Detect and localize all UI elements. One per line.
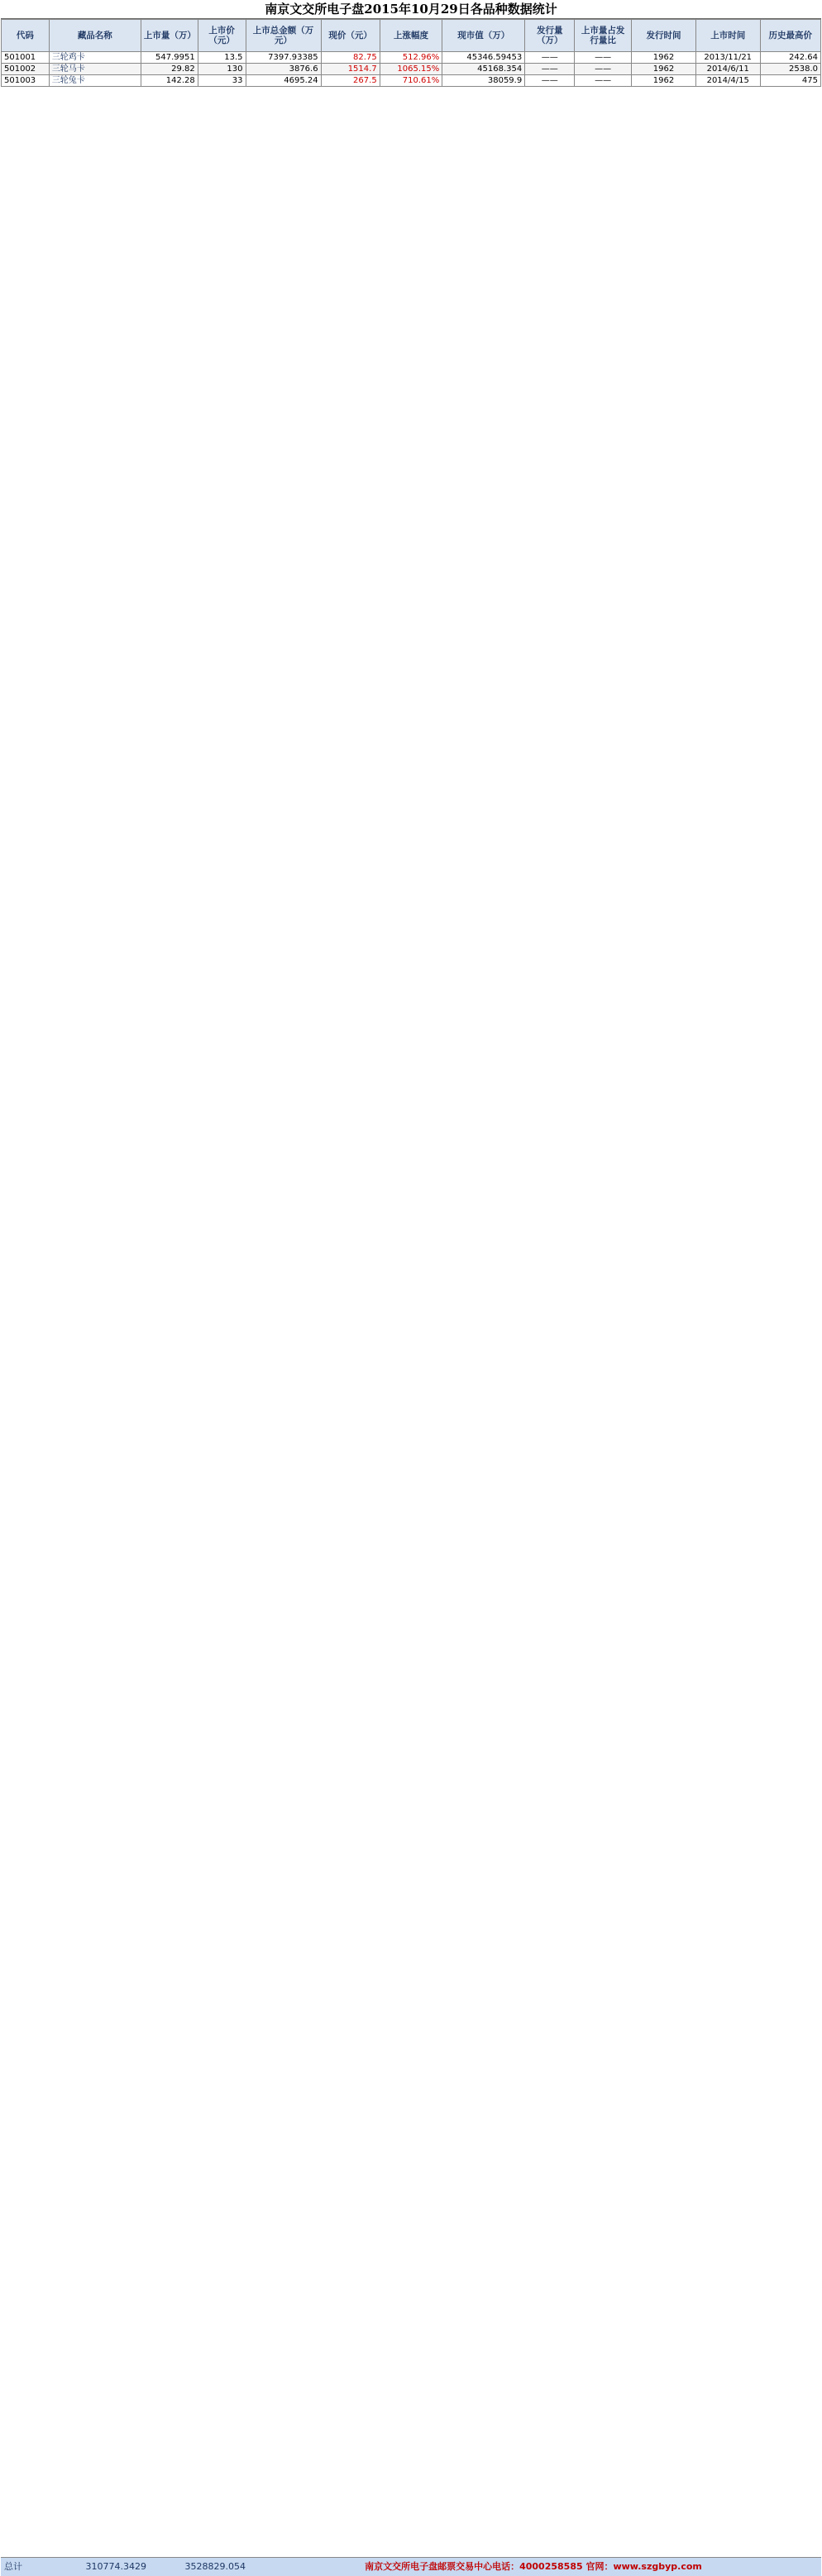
cell-listed-qty: 142.28 xyxy=(141,75,198,87)
table-header-row xyxy=(2,20,821,52)
cell-listed-qty: 29.82 xyxy=(141,64,198,75)
cell-listed-ratio: —— xyxy=(575,64,632,75)
cell-list-amount: 7397.93385 xyxy=(246,52,321,64)
cell-listed-qty: 547.9951 xyxy=(141,52,198,64)
contact-note: 南京文交所电子盘邮票交易中心电话：4000258585 官网：www.szgbyp.com xyxy=(365,2561,702,2572)
cell-high-price: 475 xyxy=(760,75,820,87)
column-header: 上市时间 xyxy=(695,20,760,52)
cell-change: 710.61% xyxy=(380,75,442,87)
summary-label: 总计 xyxy=(4,2561,22,2572)
cell-issue-qty: —— xyxy=(525,64,575,75)
page-title: 南京文交所电子盘2015年10月29日各品种数据统计 xyxy=(1,0,821,19)
cell-issue-date: 1962 xyxy=(632,75,696,87)
cell-change: 1065.15% xyxy=(380,64,442,75)
table-row xyxy=(2,75,821,87)
stats-table xyxy=(1,19,821,87)
column-header: 上市量（万） xyxy=(141,20,198,52)
cell-high-price: 242.64 xyxy=(760,52,820,64)
cell-name: 三轮鸡卡 xyxy=(49,52,141,64)
cell-issue-qty: —— xyxy=(525,75,575,87)
cell-code: 501002 xyxy=(2,64,50,75)
column-header: 上市量占发行量比 xyxy=(575,20,632,52)
total-listed-amount: 310774.3429 xyxy=(85,2561,146,2572)
column-header: 现价（元） xyxy=(321,20,380,52)
total-market-value: 3528829.054 xyxy=(184,2561,246,2572)
cell-listed-ratio: —— xyxy=(575,75,632,87)
cell-price: 267.5 xyxy=(321,75,380,87)
summary-bar xyxy=(1,2557,821,2576)
cell-name: 三轮马卡 xyxy=(49,64,141,75)
table-body xyxy=(2,52,821,87)
cell-list-amount: 3876.6 xyxy=(246,64,321,75)
column-header: 上市价（元） xyxy=(198,20,246,52)
column-header: 上市总金额（万元） xyxy=(246,20,321,52)
cell-code: 501001 xyxy=(2,52,50,64)
column-header: 代码 xyxy=(2,20,50,52)
cell-list-price: 33 xyxy=(198,75,246,87)
cell-market-value: 38059.9 xyxy=(442,75,525,87)
column-header: 发行时间 xyxy=(632,20,696,52)
cell-list-price: 13.5 xyxy=(198,52,246,64)
cell-high-price: 2538.0 xyxy=(760,64,820,75)
cell-issue-date: 1962 xyxy=(632,64,696,75)
cell-price: 1514.7 xyxy=(321,64,380,75)
cell-market-value: 45346.59453 xyxy=(442,52,525,64)
table-row xyxy=(2,64,821,75)
column-header: 历史最高价 xyxy=(760,20,820,52)
cell-list-date: 2014/4/15 xyxy=(695,75,760,87)
column-header: 现市值（万） xyxy=(442,20,525,52)
column-header: 发行量（万） xyxy=(525,20,575,52)
cell-market-value: 45168.354 xyxy=(442,64,525,75)
cell-list-price: 130 xyxy=(198,64,246,75)
column-header: 藏品名称 xyxy=(49,20,141,52)
column-header: 上涨幅度 xyxy=(380,20,442,52)
table-row xyxy=(2,52,821,64)
cell-list-amount: 4695.24 xyxy=(246,75,321,87)
cell-issue-date: 1962 xyxy=(632,52,696,64)
cell-listed-ratio: —— xyxy=(575,52,632,64)
cell-change: 512.96% xyxy=(380,52,442,64)
cell-issue-qty: —— xyxy=(525,52,575,64)
cell-price: 82.75 xyxy=(321,52,380,64)
cell-code: 501003 xyxy=(2,75,50,87)
cell-list-date: 2014/6/11 xyxy=(695,64,760,75)
cell-name: 三轮兔卡 xyxy=(49,75,141,87)
cell-list-date: 2013/11/21 xyxy=(695,52,760,64)
